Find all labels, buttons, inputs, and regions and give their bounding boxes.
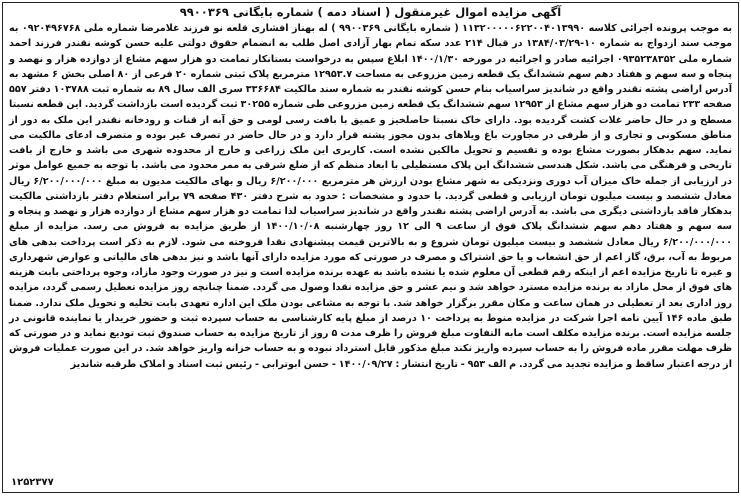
notice-code: ۱۲۵۲۳۷۷	[11, 477, 54, 488]
notice-title: آگهی مزایده اموال غیرمنقول ( اسناد دمه ) شماره بایگانی ۹۹۰۰۳۶۹	[179, 5, 562, 19]
notice-body: به موجب پرونده اجرائی کلاسه ۱۱۳۲۰۰۰۰۰۶۲۲۰۰۴۰۱۳۹۹۰ ( شماره بایگانی ۹۹۰۰۳۶۹ ) له بهناز افشاری قلعه نو فرزند غلامرضا شماره ملی ۰۹۲۰۴۹۶۷۶۸ به موجب سند ازدواج به شماره ۱۰-۱۳۸۴/۰۳/۲۹ در قبال ۲۱۴ عدد سکه تمام بهار آزادی اصل طلب به انضمام حقوق دولتی علیه حسن کوشه نقندر فرزند احمد شماره ملی ۰۹۳۵۲۳۸۳۵۲ اجرائیه صادر و اجرائیه در مورخه ۱۴۰۰/۱/۳۰ ابلاغ سپس به درخواست بستانکار تمامت دو هزار سهم مشاع از دوازده هزار و نهصد و پنجاه و سه سهم و هفتاد دهم سهم ششدانگ یک قطعه زمین مزروعی به مساحت ۱۲۹۵۳.۷ مترمربع پلاک ثبتی شماره ۲۰ فرعی از ۸۰ اصلی بخش ۶ مشهد به آدرس اراضی پشته نقندر واقع در شاندیز سراسیاب بنام حسن کوشه نقندر به شماره سند مالکیت ۳۳۶۶۸۴ سری الف سال ۸۹ به شماره ثبت ۱۰۳۷۸۸ دفتر ۵۵۷ صفحه ۲۳۳ تمامت دو هزار سهم مشاع از ۱۲۹۵۳ سهم ششدانگ یک قطعه زمین مزروعی طی شماره ۳۰۲۵۵ ثبت گردیده است بازداشت گردید. این قطعه نسبتا مسطح و در حال حاضر غلات کشت گردیده بود. دارای خاک نسبتا حاصلخیز و عمیق با بافت رسی لومی و حق آبه از قنات و رودخانه نقندر این ملک به دور از مناطق مسکونی و تجاری و از طرفی در مجاورت باغ ویلاهای بدون مجوز پشته قرار دارد و در حال حاضر در تصرف غیر بوده و متصرف ادعای مالکیت می نماید. سهم بدهکار بصورت مشاع بوده و تقسیم و تحویل مالکین نشده است. کاربری این ملک زراعی و خارج از محدوده شهری می باشد و خارج از بافت تاریخی و فرهنگی می باشد. شکل هندسی ششدانگ این پلاک مستطیلی با ابعاد منظم که از ضلع شرقی به ممر محدود می باشد. با توجه به جمیع عوامل موثر در ارزیابی از جمله خاک میزان آب دوری ونزدیکی به شهر مشاع بودن ارزش هر مترمربع ۶/۲۰۰/۰۰۰ ریال و بهای مالکیت مدیون به مبلغ ۶/۲۰۰/۰۰۰/۰۰۰ ریال معادل ششصد و بیست میلیون تومان ارزیابی و قطعی گردید. با حدود و مشخصات : حدود به شرح دفتر ۴۳۰ صفحه ۷۹ برابر استعلام دفتر بازداشتی مالکیت بدهکار فاقد بازداشتی دیگری می باشد. به آدرس اراضی پشته نقندر واقع در شاندیز سراسیاب لذا تمامت دو هزار سهم مشاع از دوازده هزار و نهصد و پنجاه و سه سهم و هفتاد دهم سهم ششدانگ پلاک فوق از ساعت ۹ الی ۱۲ روز چهارشنبه ۱۴۰۰/۱۰/۰۸ از طریق مزایده به فروش می رسد. مزایده از مبلغ ۶/۲۰۰/۰۰۰/۰۰۰ ریال معادل ششصد و بیست میلیون تومان شروع و به بالاترین قیمت پیشنهادی نقدا فروخته می شود. لازم به ذکر است پرداخت بدهی های مربوط به آب، برق، گاز اعم از حق انشعاب و یا حق اشتراک و مصرف در صورتی که مورد مزایده دارای آنها باشد و نیز بدهی های مالیاتی و عوارض شهرداری و غیره تا تاریخ مزایده اعم از اینکه رقم قطعی آن معلوم شده یا نشده باشد به عهده برنده مزایده است و نیز در صورت وجود مازاد، وجوه پرداختی بابت هزینه های فوق از محل مازاد به برنده مزایده مسترد خواهد شد و نیم عشر و حق مزایده نقدا وصول می گردد. ضمنا چنانچه روز مزایده تعطیل رسمی گردد، مزایده روز اداری بعد از تعطیلی در همان ساعت و مکان مقرر برگزار خواهد شد. با توجه به مشاعی بودن ملک این اداره تعهدی بابت تخلیه و تحویل ملک ندارد. ضمنا طبق ماده ۱۴۶ آیین نامه اجرا شرکت در مزایده منوط به پرداخت ۱۰ درصد از مبلغ پایه کارشناسی به حساب سپرده ثبت و حضور خریدار یا نماینده قانونی در جلسه مزایده است. برنده مزایده مکلف است مابه التفاوت مبلغ فروش را ظرف مدت ۵ روز از تاریخ مزایده به حساب صندوق ثبت تودیع نماید و در صورتی که ظرف مهلت مقرر ماده فروش را به حساب سپرده واریز نکند مبلغ مذکور قابل استرداد نبوده و به حساب خزانه واریز خواهد شد. در این صورت عملیات فروش از درجه اعتبار ساقط و مزایده تجدید می گردد. م الف ۹۵۳ - تاریخ انتشار : ۱۴۰۰/۰۹/۲۷ - حسن ابوترابی - رئیس ثبت اسناد و املاک طرقبه شاندیز	[9, 23, 733, 370]
notice-page	[2, 2, 739, 493]
